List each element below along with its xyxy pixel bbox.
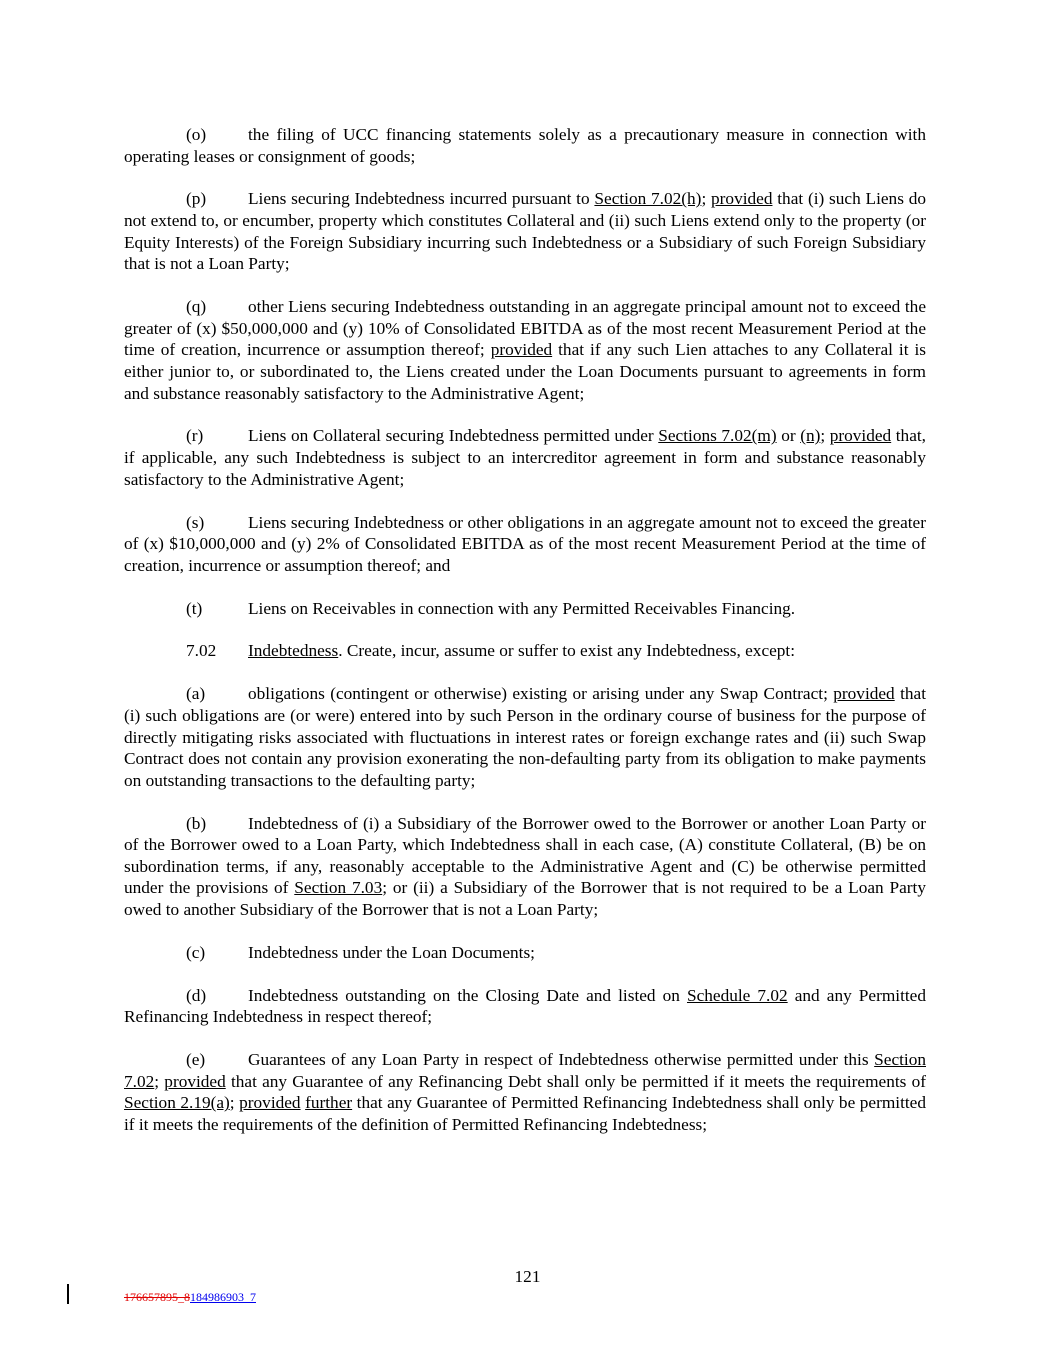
provided-term: provided bbox=[239, 1093, 301, 1113]
section-reference: Section 2.19(a) bbox=[124, 1093, 230, 1113]
paragraph-label: (s) bbox=[186, 512, 205, 532]
paragraph-label: (q) bbox=[186, 297, 207, 317]
paragraph-a: (a) obligations (contingent or otherwise) existing or arising under any Swap Contract; provided that (i) such obligations are (or were) entered into by such Person in the ordinary course of business for the purpose of directly mitigating risks associated with fluctuations in interest rates or foreign exchange rates and (ii) such Swap Contract does not contain any provision exonerating the non-defaulting party from its obligation to make payments on outstanding transactions to the defaulting party; bbox=[124, 684, 927, 790]
provided-term: provided bbox=[711, 189, 773, 209]
section-reference: Section 7.02(h) bbox=[594, 189, 702, 209]
document-id-inserted: 184986903_7 bbox=[190, 1290, 256, 1304]
section-title: Indebtedness bbox=[248, 641, 339, 661]
document-body bbox=[124, 124, 926, 1157]
page-number: 121 bbox=[514, 1267, 541, 1286]
paragraph-b: (b) Indebtedness of (i) a Subsidiary of the Borrower owed to the Borrower or another Loan Party or of the Borrower owed to a Loan Party, which Indebtedness shall in each case, (A) constitute Collateral, (B) be on subordination terms, if any, reasonably acceptable to the Administrative Agent and (C) be otherwise permitted under the provisions of Section 7.03; or (ii) a Subsidiary of the Borrower that is not required to be a Loan Party owed to another Subsidiary of the Borrower that is not a Loan Party; bbox=[124, 813, 926, 919]
further-term: further bbox=[305, 1093, 353, 1113]
paragraph-label: (o) bbox=[186, 125, 207, 144]
paragraph-label: (e) bbox=[186, 1050, 206, 1070]
paragraph-label: (a) bbox=[186, 684, 206, 704]
paragraph-label: (p) bbox=[186, 189, 207, 209]
paragraph-label: (d) bbox=[186, 985, 207, 1005]
provided-term: provided bbox=[164, 1071, 226, 1091]
paragraph-t: (t) Liens on Receivables in connection with any Permitted Receivables Financing. bbox=[186, 598, 796, 618]
paragraph-r: (r) Liens on Collateral securing Indebtedness permitted under Sections 7.02(m) or (n); provided that, if applicable, any such Indebtedness is subject to an intercreditor agreement in form and substance reasonably satisfactory to the Administrative Agent; bbox=[124, 426, 926, 489]
schedule-reference: Schedule 7.02 bbox=[687, 985, 788, 1005]
provided-term: provided bbox=[490, 340, 553, 360]
paragraph-label: (r) bbox=[186, 426, 204, 446]
section-reference: Sections 7.02(m) bbox=[658, 426, 777, 446]
paragraph-label: (t) bbox=[186, 598, 203, 618]
provided-term: provided bbox=[833, 684, 895, 704]
paragraph-e: (e) Guarantees of any Loan Party in respect of Indebtedness otherwise permitted under this Section 7.02; provided that any Guarantee of any Refinancing Debt shall only be permitted if it meets the requirements of Section 2.19(a); provided further that any Guarantee of Permitted Refinancing Indebtedness shall only be permitted if it meets the requirements of the definition of Permitted Refinancing Indebtedness; bbox=[124, 1050, 927, 1135]
section-reference: Section 7.03 bbox=[294, 878, 383, 898]
paragraph-q: (q) other Liens securing Indebtedness outstanding in an aggregate principal amount not to exceed the greater of (x) $50,000,000 and (y) 10% of Consolidated EBITDA as of the most recent Measurement Period at the time of creation, incurrence or assumption thereof; provided that if any such Lien attaches to any Collateral it is either junior to, or subordinated to, the Liens created under the Loan Documents pursuant to agreements in form and substance reasonably satisfactory to the Administrative Agent; bbox=[124, 297, 927, 403]
document-id-deleted: 176657895_8 bbox=[124, 1290, 190, 1304]
paragraph-s: (s) Liens securing Indebtedness or other obligations in an aggregate amount not to exceed the greater of (x) $10,000,000 and (y) 2% of Consolidated EBITDA as of the most recent Measurement Period at the time of creation, incurrence or assumption thereof; and bbox=[124, 512, 926, 575]
paragraph-c: (c) Indebtedness under the Loan Documents; bbox=[186, 942, 535, 962]
section-reference: (n) bbox=[800, 426, 821, 446]
provided-term: provided bbox=[829, 426, 892, 446]
section-reference: Section 7.02 bbox=[124, 1050, 926, 1091]
paragraph-label: (b) bbox=[186, 813, 207, 833]
paragraph-d: (d) Indebtedness outstanding on the Closing Date and listed on Schedule 7.02 and any Permitted Refinancing Indebtedness in respect thereof; bbox=[124, 985, 926, 1027]
section-number: 7.02 bbox=[186, 641, 217, 661]
revision-change-bar bbox=[67, 1284, 69, 1304]
paragraph-label: (c) bbox=[186, 942, 206, 962]
section-7-02-heading: 7.02 Indebtedness. Create, incur, assume or suffer to exist any Indebtedness, except: bbox=[186, 641, 796, 661]
document-id bbox=[124, 1290, 256, 1305]
paragraph-p: (p) Liens securing Indebtedness incurred pursuant to Section 7.02(h); provided that (i) such Liens do not extend to, or encumber, property which constitutes Collateral and (ii) such Liens extend only to the property (or Equity Interests) of the Foreign Subsidiary incurring such Indebtedness or a Subsidiary of such Foreign Subsidiary that is not a Loan Party; bbox=[124, 189, 926, 274]
paragraph-o: (o) the filing of UCC financing statements solely as a precautionary measure in connection with operating leases or consignment of goods; bbox=[124, 125, 926, 166]
